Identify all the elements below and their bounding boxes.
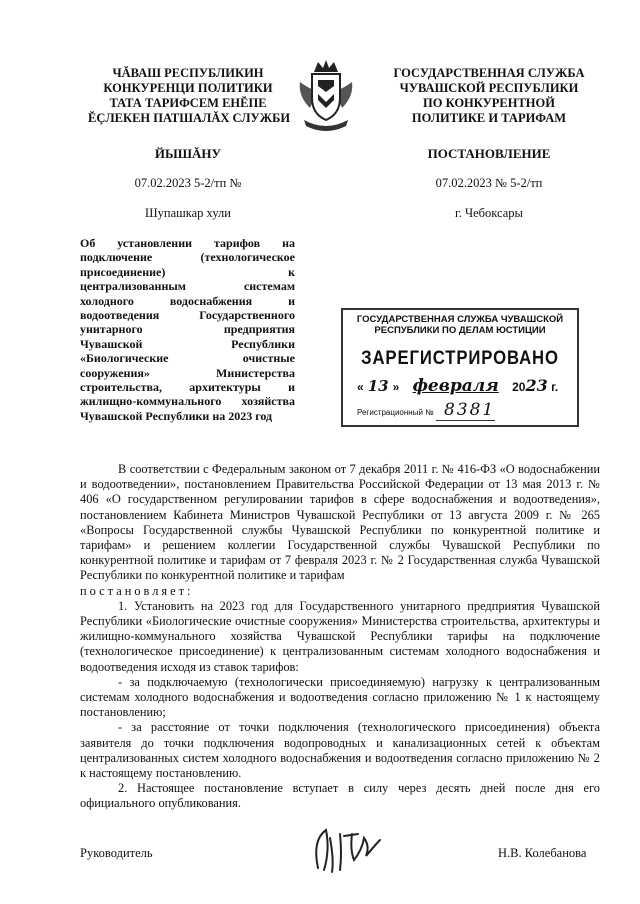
header-right xyxy=(380,66,598,126)
stamp-year-prefix: 20 xyxy=(512,380,526,394)
stamp-reg-number: 8381 xyxy=(436,400,495,421)
header-right-line: ГОСУДАРСТВЕННАЯ СЛУЖБА xyxy=(393,66,585,80)
stamp-reg-label: Регистрационный № xyxy=(357,408,434,417)
subject-line: Чувашской Республики на 2023 год xyxy=(80,408,273,423)
stamp-year-unit: г. xyxy=(551,380,559,394)
stamp-line-1: ГОСУДАРСТВЕННАЯ СЛУЖБА ЧУВАШСКОЙ xyxy=(356,314,564,325)
document-subject xyxy=(80,236,295,423)
stamp-line-2: РЕСПУБЛИКИ ПО ДЕЛАМ ЮСТИЦИИ xyxy=(374,325,546,336)
city-russian: г. Чебоксары xyxy=(455,206,523,220)
header-left-line: КОНКУРЕНЦИ ПОЛИТИКИ xyxy=(103,81,273,95)
header-left-line: ĔÇЛЕКЕН ПАТШАЛĂХ СЛУЖБИ xyxy=(88,111,291,125)
subject-line: централизованным системам xyxy=(80,279,295,294)
body-intro: В соответствии с Федеральным законом от 7 декабря 2011 г. № 416-ФЗ «О водоснабжении и водоотведении», постановлением Правительства Российской Федерации от 13 мая 2013 г. № 406 «О государственном регулировании тарифов в сфере водоснабжения и водоотведения», постановлением Кабинета Министров Чувашской Республики от 13 августа 2009 г. № 265 «Вопросы Государственной службы Чувашской Республики по конкурентной политике и тарифам» и решением коллегии Государственной службы Чувашской Республики по конкурентной политике и тарифам от 7 февраля 2023 г. № 2 Государственная служба Чувашской Республики по конкурентной политике и тарифам xyxy=(80,462,600,583)
subject-line: строительства, архитектуры и xyxy=(80,380,295,395)
stamp-month: февраля xyxy=(412,376,499,396)
subject-line: унитарного предприятия xyxy=(80,322,295,337)
body-paragraph-1a: - за подключаемую (технологически присоединяемую) нагрузку к централизованным системам холодного водоснабжения и водоотведения согласно приложению № 1 к настоящему постановлению; xyxy=(80,674,600,720)
subject-line: Чувашской Республики xyxy=(80,336,295,351)
document-body xyxy=(80,462,600,812)
doc-type-russian: ПОСТАНОВЛЕНИЕ xyxy=(427,146,551,161)
city-chuvash: Шупашкар хули xyxy=(145,206,231,220)
stamp-registered: ЗАРЕГИСТРИРОВАНО xyxy=(361,348,559,369)
subject-line: холодного водоснабжения и xyxy=(80,293,295,308)
subject-line: жилищно-коммунального хозяйства xyxy=(80,394,295,409)
subject-line: водоотведения Государственного xyxy=(80,308,295,323)
date-number-chuvash: 07.02.2023 5-2/тп № xyxy=(134,176,242,190)
handwritten-signature xyxy=(306,820,386,876)
stamp-reg-row xyxy=(357,400,567,420)
subject-line: «Биологические очистные xyxy=(80,351,295,366)
stamp-year-suffix: 23 xyxy=(525,376,548,395)
body-decree: постановляет: xyxy=(80,583,194,598)
subject-line: присоединение) к xyxy=(80,264,295,279)
stamp-day: 13 xyxy=(367,377,389,395)
body-paragraph-1: 1. Установить на 2023 год для Государственного унитарного предприятия Чувашской Республики «Биологические очистные сооружения» Министерства строительства, архитектуры и жилищно-коммунального хозяйства Чувашской Республики тарифы на подключение (технологическое присоединение) к централизованным системам холодного водоснабжения и водоотведения исходя из ставок тарифов: xyxy=(80,598,600,674)
header-right-line: ПОЛИТИКЕ И ТАРИФАМ xyxy=(411,111,567,125)
doc-type-chuvash: ЙЫШĂНУ xyxy=(154,146,222,161)
body-paragraph-2: 2. Настоящее постановление вступает в силу через десять дней после дня его официального опубликования. xyxy=(80,781,600,811)
subject-line: подключение (технологическое xyxy=(80,250,295,265)
header-left-line: ТАТА ТАРИФСЕМ ЕНĔПЕ xyxy=(109,96,267,110)
registration-stamp xyxy=(341,308,579,427)
signer-position: Руководитель xyxy=(80,846,153,860)
subject-line: Об установлении тарифов на xyxy=(80,236,295,250)
header-left-line: ЧĂВАШ РЕСПУБЛИКИН xyxy=(112,66,264,80)
header-left xyxy=(88,66,291,126)
subject-line: сооружения» Министерства xyxy=(80,365,295,380)
stamp-date-row: « 13 » февраля 2023 г. xyxy=(357,376,559,396)
signer-name: Н.В. Колебанова xyxy=(498,846,587,860)
coat-of-arms-emblem xyxy=(296,58,356,134)
body-paragraph-1b: - за расстояние от точки подключения (технологического присоединения) объекта заявителя до точки подключения водопроводных и канализационных сетей к объектам централизованных систем холодного водоснабжения и водоотведения согласно приложению № 2 к настоящему постановлению. xyxy=(80,720,600,781)
header-right-line: ПО КОНКУРЕНТНОЙ xyxy=(423,96,555,110)
date-number-russian: 07.02.2023 № 5-2/тп xyxy=(435,176,543,190)
header-right-line: ЧУВАШСКОЙ РЕСПУБЛИКИ xyxy=(399,81,579,95)
